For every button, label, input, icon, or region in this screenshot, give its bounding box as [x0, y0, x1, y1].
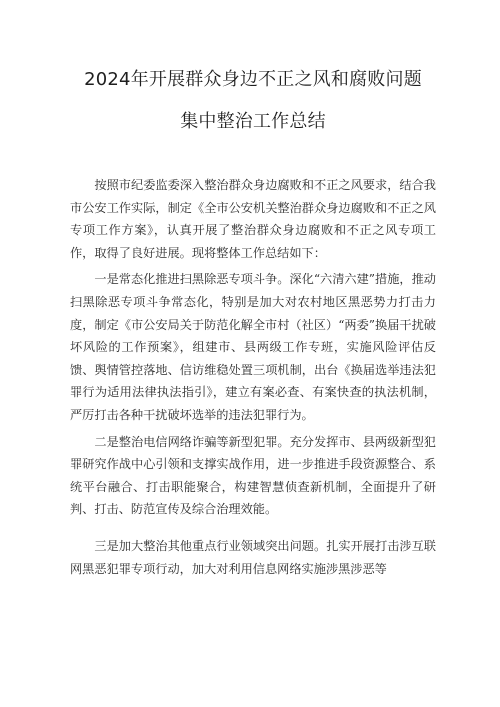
paragraph-point-1: 一是常态化推进扫黑除恶专项斗争。深化“六清六建”措施，推动扫黑除恶专项斗争常态化，特别是加大对农村地区黑恶势力打击力度，制定《市公安局关于防范化解全市村（社区）“两委”换届干扰破坏风险的工作预案》，组建市、县两级工作专班，实施风险评估反馈、舆情管控落地、信访维稳处置三项机制，出台《换届选举违法犯罪行为适用法律执法指引》，建立有案必查、有案快查的执法机制，严厉打击各种干扰破坏选举的违法犯罪行为。	[70, 272, 436, 422]
document-title-line-1: 2024年开展群众身边不正之风和腐败问题	[84, 69, 422, 90]
paragraph-point-2: 二是整治电信网络诈骗等新型犯罪。充分发挥市、县两级新型犯罪研究作战中心引领和支撑实战作用，进一步推进手段资源整合、系统平台融合、打击职能聚合，构建智慧侦查新机制，全面提升了研判、打击、防范宣传及综合治理效能。	[70, 434, 436, 517]
paragraph-intro: 按照市纪委监委深入整治群众身边腐败和不正之风要求，结合我市公安工作实际，制定《全市公安机关整治群众身边腐败和不正之风专项工作方案》，认真开展了整治群众身边腐败和不正之风专项工作，取得了良好进展。现将整体工作总结如下：	[70, 178, 436, 260]
document-title-line-2: 集中整治工作总结	[180, 111, 326, 132]
document-body	[70, 174, 436, 580]
paragraph-point-3: 三是加大整治其他重点行业领域突出问题。扎实开展打击涉互联网黑恶犯罪专项行动，加大对利用信息网络实施涉黑涉恶等	[70, 538, 436, 576]
